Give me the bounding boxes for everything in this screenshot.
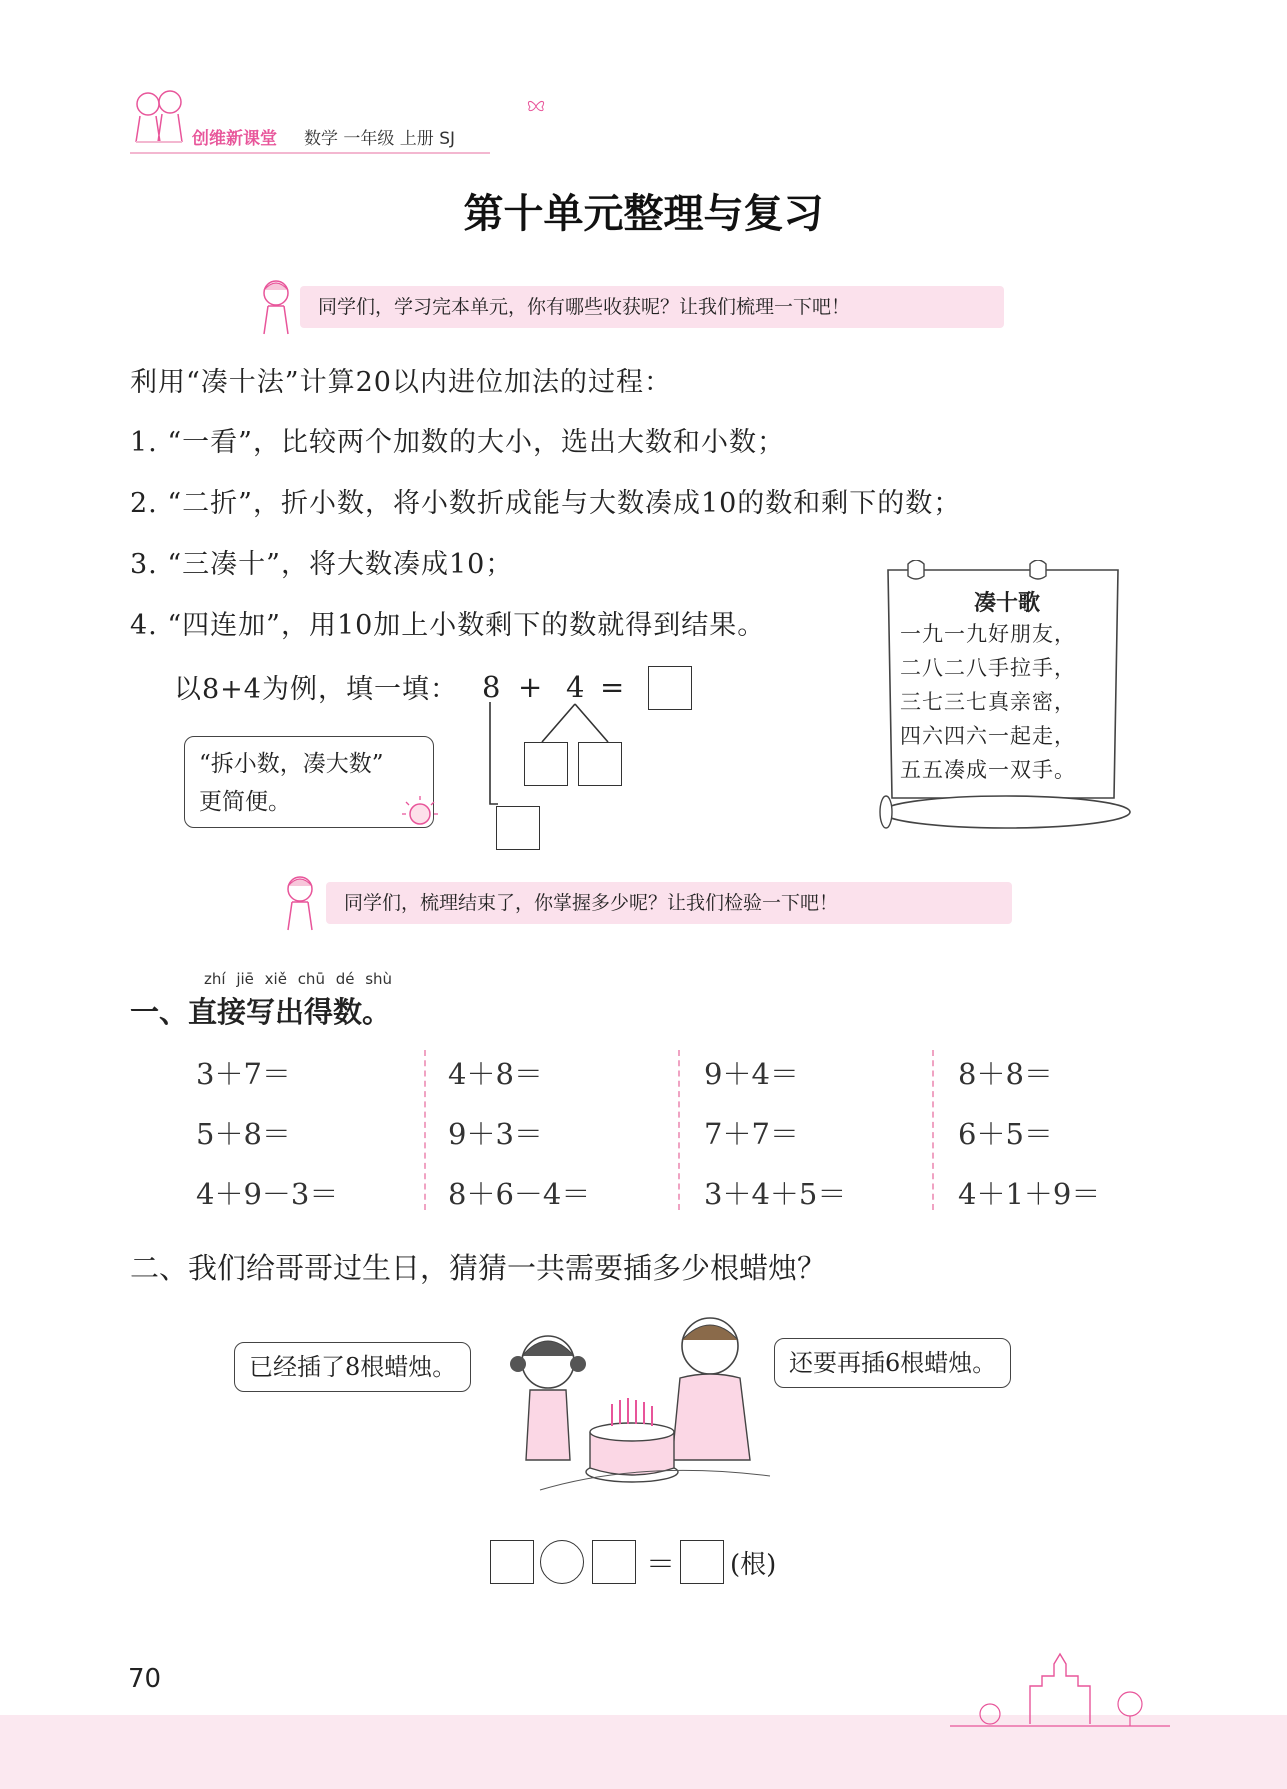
example-result-box[interactable] <box>648 666 692 710</box>
calc-3-2: 7＋7＝ <box>704 1117 799 1151</box>
calc-3-1: 9＋4＝ <box>704 1057 799 1091</box>
answer-unit: (根) <box>730 1550 777 1580</box>
page-title: 第十单元整理与复习 <box>463 191 824 237</box>
calc-2-3: 8＋6－4＝ <box>448 1177 591 1211</box>
column-divider <box>424 1050 426 1210</box>
step-3: 3. “三凑十”，将大数凑成10； <box>130 549 514 580</box>
answer-box-1[interactable] <box>490 1540 534 1584</box>
scroll-line-3: 三七三七真亲密， <box>900 690 1076 714</box>
split-part-box-2[interactable] <box>578 742 622 786</box>
mascot-icon <box>280 872 320 934</box>
calc-4-1: 8＋8＝ <box>958 1057 1053 1091</box>
tip-line-2: 更简便。 <box>199 789 291 815</box>
section-1-heading: 一、直接写出得数。 <box>130 995 392 1029</box>
calc-1-1: 3＋7＝ <box>196 1057 291 1091</box>
scroll-title: 凑十歌 <box>973 591 1040 616</box>
scroll-line-4: 四六四六一起走， <box>900 724 1076 748</box>
calc-1-2: 5＋8＝ <box>196 1117 291 1151</box>
section-2-heading: 二、我们给哥哥过生日，猜猜一共需要插多少根蜡烛？ <box>130 1251 827 1285</box>
answer-operator-circle[interactable] <box>540 1540 584 1584</box>
mascot-icon <box>256 276 296 338</box>
example-addend-b: 4 <box>566 670 585 704</box>
example-plus: + <box>518 670 543 704</box>
split-part-box-1[interactable] <box>524 742 568 786</box>
review-banner: 同学们，学习完本单元，你有哪些收获呢？让我们梳理一下吧！ <box>300 286 1004 328</box>
step-4: 4. “四连加”，用10加上小数剩下的数就得到结果。 <box>130 610 766 641</box>
castle-decoration-icon <box>950 1650 1170 1730</box>
example-addend-a: 8 <box>482 670 501 704</box>
column-divider <box>932 1050 934 1210</box>
answer-equals: ＝ <box>646 1547 676 1581</box>
step-1: 1. “一看”，比较两个加数的大小，选出大数和小数； <box>130 427 785 458</box>
example-label: 以8+4为例，填一填： <box>174 674 458 705</box>
scroll-line-2: 二八二八手拉手， <box>900 656 1076 680</box>
heading-pinyin: zhí jiē xiě chū dé shù <box>204 970 393 988</box>
scroll-line-5: 五五凑成一双手。 <box>900 758 1076 782</box>
birthday-scene-illustration <box>500 1300 780 1500</box>
scroll-card <box>878 560 1136 832</box>
calc-2-1: 4＋8＝ <box>448 1057 543 1091</box>
brand-name: 创维新课堂 <box>192 129 277 149</box>
lightbulb-icon <box>400 794 440 834</box>
boy-speech-bubble: 还要再插6根蜡烛。 <box>774 1338 1011 1388</box>
answer-box-2[interactable] <box>592 1540 636 1584</box>
book-subject: 数学 一年级 上册 SJ <box>304 129 456 149</box>
calc-4-3: 4＋1＋9＝ <box>958 1177 1101 1211</box>
girl-speech-bubble: 已经插了8根蜡烛。 <box>234 1342 471 1392</box>
review-intro: 利用“凑十法”计算20以内进位加法的过程： <box>130 367 672 398</box>
butterfly-icon <box>526 98 546 114</box>
make-ten-box[interactable] <box>496 806 540 850</box>
tip-line-1: “拆小数，凑大数” <box>199 751 384 777</box>
header-kids-icon <box>128 86 190 152</box>
scroll-line-1: 一九一九好朋友， <box>900 622 1076 646</box>
calc-4-2: 6＋5＝ <box>958 1117 1053 1151</box>
answer-result-box[interactable] <box>680 1540 724 1584</box>
calc-2-2: 9＋3＝ <box>448 1117 543 1151</box>
calc-1-3: 4＋9－3＝ <box>196 1177 339 1211</box>
check-banner: 同学们，梳理结束了，你掌握多少呢？让我们检验一下吧！ <box>326 882 1012 924</box>
column-divider <box>678 1050 680 1210</box>
calc-3-3: 3＋4＋5＝ <box>704 1177 847 1211</box>
tip-bubble <box>184 736 434 828</box>
step-2: 2. “二折”，折小数，将小数折成能与大数凑成10的数和剩下的数； <box>130 488 962 519</box>
header-divider <box>130 152 490 154</box>
page-number: 70 <box>128 1664 162 1694</box>
example-equals: = <box>600 670 625 704</box>
